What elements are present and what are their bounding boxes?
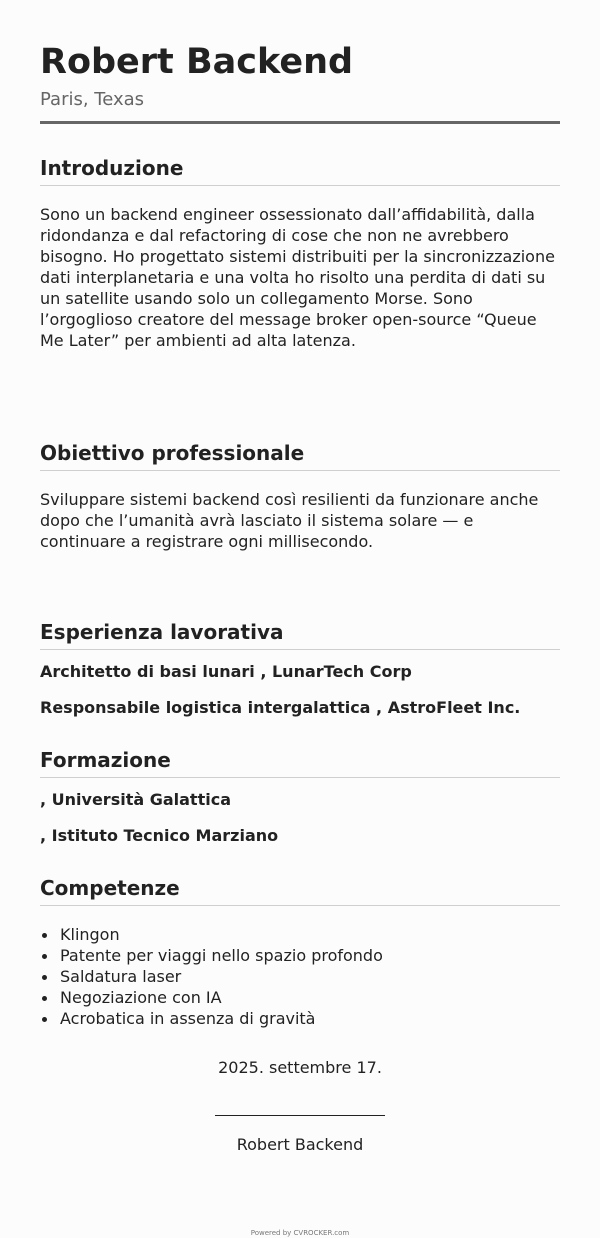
header-divider: [40, 121, 560, 124]
education-title: Formazione: [40, 748, 171, 772]
objective-text: Sviluppare sistemi backend così resilienti da funzionare anche dopo che l’umanità avrà lasciato il sistema solare — e continuare a registrare ogni millisecondo.: [40, 490, 539, 551]
intro-title: Introduzione: [40, 156, 184, 180]
skill-item: Saldatura laser: [40, 966, 560, 987]
experience-section: [40, 619, 560, 718]
experience-item: Responsabile logistica intergalattica , AstroFleet Inc.: [40, 698, 521, 717]
section-divider: [40, 649, 560, 650]
education-item: , Istituto Tecnico Marziano: [40, 826, 279, 845]
education-section: [40, 747, 560, 846]
experience-item: Architetto di basi lunari , LunarTech Corp: [40, 662, 412, 681]
skill-item: Klingon: [40, 924, 560, 945]
intro-section: [40, 155, 560, 351]
skills-title: Competenze: [40, 876, 180, 900]
signature-line: [215, 1115, 385, 1116]
skill-item: Patente per viaggi nello spazio profondo: [40, 945, 560, 966]
document-date: 2025. settembre 17.: [218, 1058, 382, 1077]
skill-item: Acrobatica in assenza di gravità: [40, 1008, 560, 1029]
skill-item: Negoziazione con IA: [40, 987, 560, 1008]
intro-text: Sono un backend engineer ossessionato dall’affidabilità, dalla ridondanza e dal refactoring di cose che non ne avrebbero bisogno. Ho progettato sistemi distribuiti per la sincronizzazione dati interplanetaria e una volta ho risolto una perdita di dati su un satellite usando solo un collegamento Morse. Sono l’orgoglioso creatore del message broker open-source “Queue Me Later” per ambienti ad alta latenza.: [40, 205, 555, 350]
experience-title: Esperienza lavorativa: [40, 620, 284, 644]
resume-header: [40, 40, 560, 112]
skills-list: [40, 924, 560, 1029]
section-divider: [40, 470, 560, 471]
signature-name: Robert Backend: [236, 1135, 364, 1154]
section-divider: [40, 777, 560, 778]
objective-title: Obiettivo professionale: [40, 441, 305, 465]
candidate-location: Paris, Texas: [40, 89, 145, 110]
candidate-name: Robert Backend: [40, 42, 354, 82]
section-divider: [40, 905, 560, 906]
powered-by-text: Powered by CVROCKER.com: [250, 1229, 350, 1237]
skills-section: [40, 875, 560, 1029]
objective-section: [40, 440, 560, 552]
education-item: , Università Galattica: [40, 790, 231, 809]
section-divider: [40, 185, 560, 186]
